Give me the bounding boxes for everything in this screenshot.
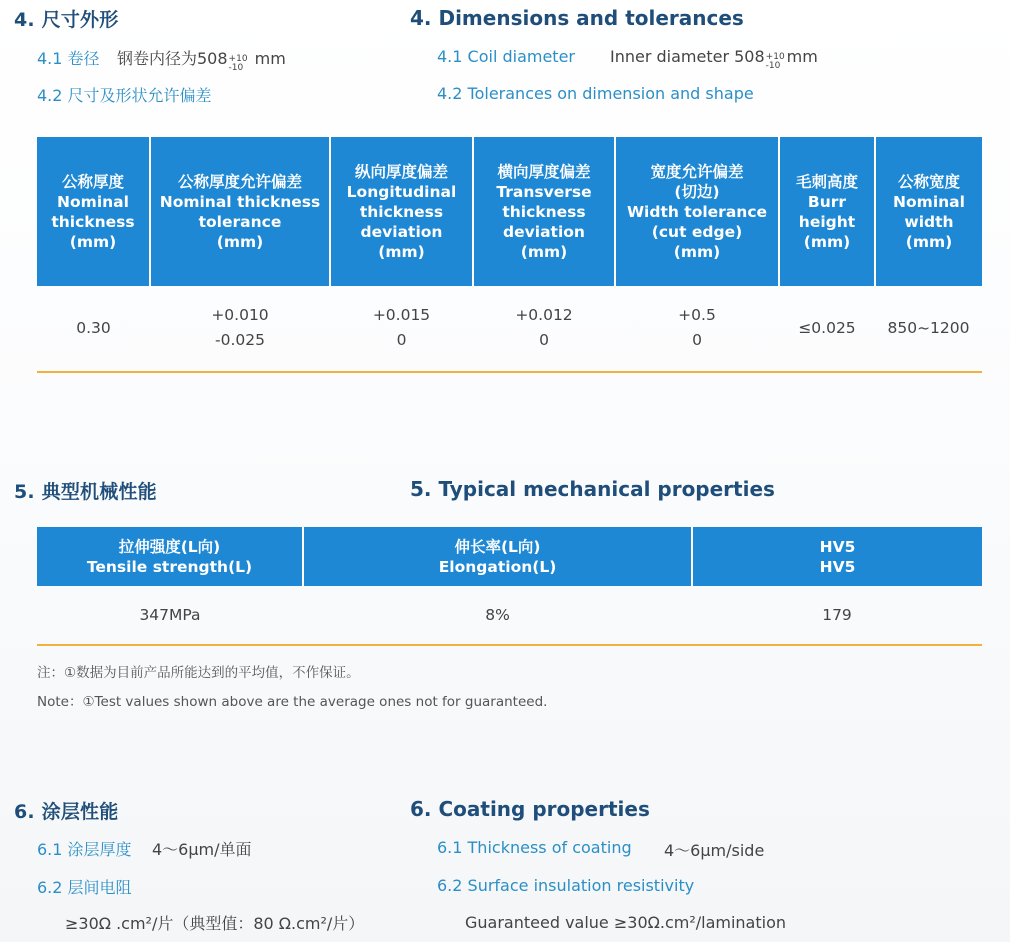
dimension-table-header	[37, 137, 982, 286]
note-cn: 注：①数据为目前产品所能达到的平均值，不作保证。	[37, 665, 360, 681]
cell-elongation: 8%	[485, 605, 510, 624]
section6-title-en: 6. Coating properties	[410, 797, 650, 821]
header-nominal-width: 公称宽度 Nominal width (mm)	[875, 137, 982, 286]
cell-tensile-strength: 347MPa	[139, 605, 201, 624]
cell-burr-height: ≤0.025	[798, 318, 856, 337]
section5-title-en: 5. Typical mechanical properties	[410, 477, 775, 501]
coil-diameter-label-cn: 4.1 卷径	[37, 49, 100, 68]
header-nominal-thickness: 公称厚度 Nominal thickness (mm)	[37, 137, 150, 286]
header-elongation: 伸长率(L向) Elongation(L)	[303, 527, 692, 586]
coating-thickness-value-cn: 4～6μm/单面	[152, 840, 252, 859]
cell-transverse-deviation: +0.012 0	[515, 306, 573, 349]
coil-diameter-value-cn: 钢卷内径为508 +10 -10 mm	[117, 49, 286, 73]
dimension-table	[37, 137, 982, 370]
mechanical-table	[37, 527, 982, 644]
table-row	[37, 286, 982, 370]
insulation-value-en: Guaranteed value ≥30Ω.cm²/lamination	[465, 913, 786, 932]
tolerance-label-cn: 4.2 尺寸及形状允许偏差	[37, 86, 212, 105]
header-width-tolerance: 宽度允许偏差 (切边) Width tolerance (cut edge) (mm)	[615, 137, 779, 286]
mechanical-table-divider	[37, 644, 982, 646]
section4-title-en: 4. Dimensions and tolerances	[410, 6, 744, 30]
cell-width-tolerance: +0.5 0	[678, 306, 716, 349]
insulation-label-cn: 6.2 层间电阻	[37, 878, 132, 897]
table-row	[37, 586, 982, 644]
header-tensile-strength: 拉伸强度(L向) Tensile strength(L)	[37, 527, 303, 586]
insulation-label-en: 6.2 Surface insulation resistivity	[437, 876, 695, 895]
dimension-table-divider	[37, 371, 982, 373]
header-nominal-thickness-tolerance: 公称厚度允许偏差 Nominal thickness tolerance (mm)	[150, 137, 330, 286]
header-burr-height: 毛刺高度 Burr height (mm)	[779, 137, 875, 286]
section5-title-cn: 5. 典型机械性能	[14, 481, 157, 503]
coating-thickness-label-cn: 6.1 涂层厚度	[37, 840, 132, 859]
mechanical-table-header	[37, 527, 982, 586]
coil-diameter-value-en: Inner diameter 508 +10 -10 mm	[610, 47, 818, 71]
cell-hv5: 179	[822, 605, 852, 624]
tolerance-label-en: 4.2 Tolerances on dimension and shape	[437, 84, 754, 103]
section4-title-cn: 4. 尺寸外形	[14, 9, 119, 31]
insulation-value-cn: ≥30Ω .cm²/片（典型值：80 Ω.cm²/片）	[65, 914, 365, 933]
cell-longitudinal-deviation: +0.015 0	[372, 306, 431, 349]
coating-thickness-value-en: 4～6μm/side	[664, 841, 765, 860]
cell-nominal-thickness: 0.30	[76, 318, 111, 337]
coil-tolerance-en: +10 -10	[765, 52, 785, 71]
cell-nominal-width: 850~1200	[887, 318, 970, 337]
section6-title-cn: 6. 涂层性能	[14, 801, 119, 823]
header-longitudinal-deviation: 纵向厚度偏差 Longitudinal thickness deviation (mm)	[330, 137, 473, 286]
header-hv5: HV5 HV5	[692, 527, 982, 586]
header-transverse-deviation: 横向厚度偏差 Transverse thickness deviation (mm)	[473, 137, 615, 286]
cell-thickness-tolerance: +0.010 -0.025	[211, 306, 269, 349]
coating-thickness-label-en: 6.1 Thickness of coating	[437, 838, 632, 857]
coil-tolerance-cn: +10 -10	[228, 54, 248, 73]
note-en: Note：①Test values shown above are the average ones not for guaranteed.	[37, 694, 548, 710]
coil-diameter-label-en: 4.1 Coil diameter	[437, 47, 575, 66]
